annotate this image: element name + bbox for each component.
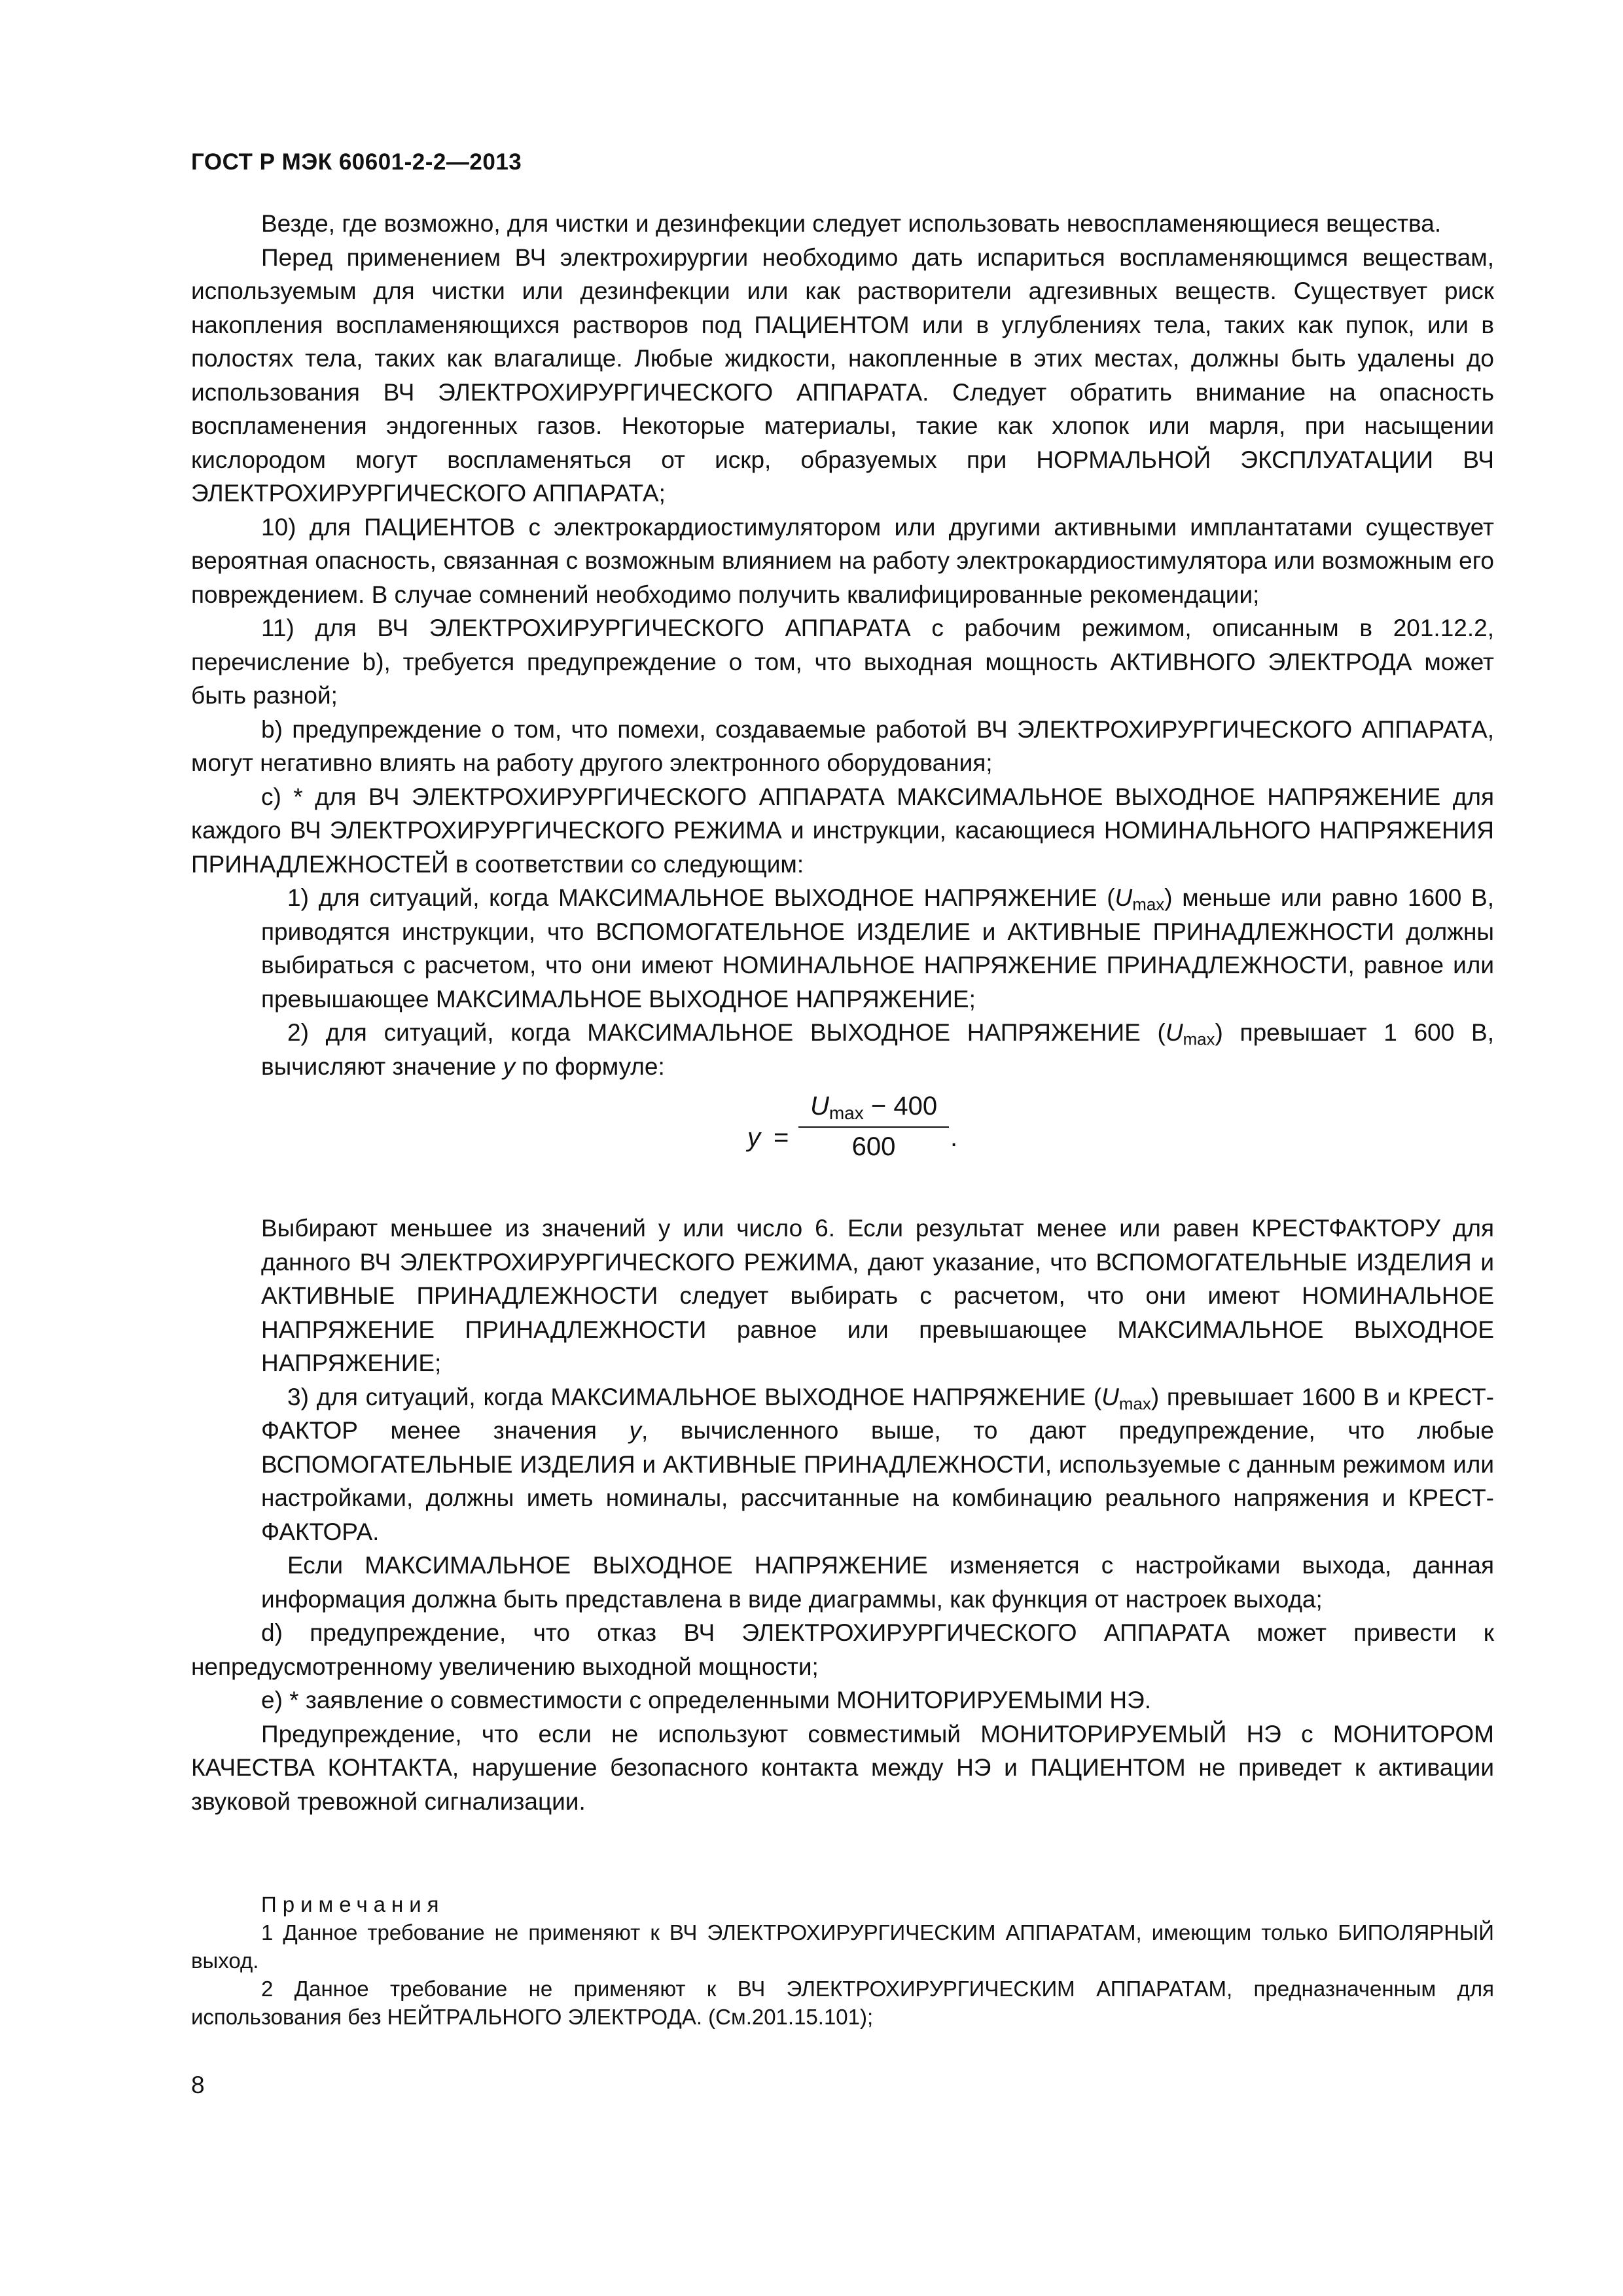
formula: [191, 1083, 1494, 1211]
symbol-u: U: [1101, 1383, 1119, 1410]
paragraph: d) предупреждение, что отказ ВЧ ЭЛЕКТРОХИРУРГИЧЕСКОГО АППАРАТА может привести к непредусмотренному увеличению выходной мощности;: [191, 1619, 1494, 1680]
symbol-max: max: [1132, 895, 1165, 914]
paragraph: Предупреждение, что если не используют совместимый МОНИТОРИРУЕМЫЙ НЭ с МОНИТОРОМ КАЧЕСТВА КОНТАКТА, нарушение безопасного контакта между НЭ и ПАЦИЕНТОМ не приведет к активации звуковой тревожной сигнализации.: [191, 1720, 1494, 1815]
paragraph: Выбирают меньшее из значений y или число 6. Если результат менее или равен КРЕСТФАКТОРУ для данного ВЧ ЭЛЕКТРОХИРУРГИЧЕСКОГО РЕЖИМА, дают указание, что ВСПОМОГАТЕЛЬНЫЕ ИЗДЕЛИЯ и АКТИВНЫЕ ПРИНАДЛЕЖНОСТИ следует выбирать с расчетом, что они имеют НОМИНАЛЬНОЕ НАПРЯЖЕНИЕ ПРИНАДЛЕЖНОСТИ равное или превышающее МАКСИМАЛЬНОЕ ВЫХОДНОЕ НАПРЯЖЕНИЕ;: [261, 1215, 1494, 1376]
page-number: 8: [191, 2072, 205, 2098]
formula-denominator: 600: [851, 1132, 896, 1161]
symbol-y: y: [629, 1417, 641, 1444]
symbol-max: max: [1118, 1394, 1151, 1413]
formula-fraction: [798, 1090, 949, 1164]
paragraph: Везде, где возможно, для чистки и дезинфекции следует использовать невоспламеняющиеся вещества.: [261, 210, 1442, 237]
formula-terminator: .: [950, 1123, 958, 1152]
formula-lhs: y: [747, 1123, 760, 1152]
notes-title: Примечания: [261, 1892, 445, 1916]
paragraph: [191, 1380, 1494, 1549]
document-body: [191, 207, 1494, 1818]
notes-section: [191, 1890, 1494, 2031]
text-run: 3) для ситуаций, когда МАКСИМАЛЬНОЕ ВЫХОДНОЕ НАПРЯЖЕНИЕ (: [287, 1383, 1102, 1410]
text-run: 1) для ситуаций, когда МАКСИМАЛЬНОЕ ВЫХОДНОЕ НАПРЯЖЕНИЕ (: [287, 884, 1115, 911]
symbol-max: max: [1183, 1030, 1215, 1049]
text-run: ) меньше или равно 1600 В, приводятся инструкции, что ВСПОМОГАТЕЛЬНОЕ ИЗДЕЛИЕ и АКТИВНЫЕ ПРИНАДЛЕЖНОСТИ должны выбираться с расчетом, что они имеют НОМИНАЛЬНОЕ НАПРЯЖЕНИЕ ПРИНАДЛЕЖНОСТИ, равное или превышающее МАКСИМАЛЬНОЕ ВЫХОДНОЕ НАПРЯЖЕНИЕ;: [261, 884, 1494, 1013]
symbol-u: U: [810, 1092, 829, 1121]
paragraph: c) * для ВЧ ЭЛЕКТРОХИРУРГИЧЕСКОГО АППАРАТА МАКСИМАЛЬНОЕ ВЫХОДНОЕ НАПРЯЖЕНИЕ для каждого ВЧ ЭЛЕКТРОХИРУРГИЧЕСКОГО РЕЖИМА и инструкции, касающиеся НОМИНАЛЬНОГО НАПРЯЖЕНИЯ ПРИНАДЛЕЖНОСТЕЙ в соответствии со следующим:: [191, 783, 1494, 878]
document-header: ГОСТ Р МЭК 60601-2-2—2013: [191, 149, 522, 175]
paragraph: b) предупреждение о том, что помехи, создаваемые работой ВЧ ЭЛЕКТРОХИРУРГИЧЕСКОГО АППАРАТА, могут негативно влиять на работу другого электронного оборудования;: [191, 715, 1494, 776]
formula-numerator: [798, 1090, 949, 1126]
symbol-y: y: [503, 1052, 515, 1080]
text-run: , вычисленного выше, то дают предупреждение, что любые ВСПОМОГАТЕЛЬНЫЕ ИЗДЕЛИЯ и АКТИВНЫЕ ПРИНАДЛЕЖНОСТИ, используемые с данным режимом или настройками, должны иметь номиналы, рассчитанные на комбинацию реального напряжения и КРЕСТ-ФАКТОРА.: [261, 1417, 1494, 1545]
paragraph: [191, 1016, 1494, 1083]
text-run: 2) для ситуаций, когда МАКСИМАЛЬНОЕ ВЫХОДНОЕ НАПРЯЖЕНИЕ (: [287, 1019, 1166, 1046]
paragraph: 10) для ПАЦИЕНТОВ с электрокардиостимулятором или другими активными имплантатами существует вероятная опасность, связанная с возможным влиянием на работу электрокардиостимулятора или возможным его повреждением. В случае сомнений необходимо получить квалифицированные рекомендации;: [191, 513, 1494, 608]
paragraph: [191, 881, 1494, 1016]
symbol-u: U: [1115, 884, 1133, 911]
paragraph: Перед применением ВЧ электрохирургии необходимо дать испариться воспламеняющимся веществам, используемым для чистки или дезинфекции или как растворители адгезивных веществ. Существует риск накопления воспламеняющихся растворов под ПАЦИЕНТОМ или в углублениях тела, таких как пупок, или в полостях тела, таких как влагалище. Любые жидкости, накопленные в этих местах, должны быть удалены до использования ВЧ ЭЛЕКТРОХИРУРГИЧЕСКОГО АППАРАТА. Следует обратить внимание на опасность воспламенения эндогенных газов. Некоторые материалы, такие как хлопок или марля, при насыщении кислородом могут воспламеняться от искр, образуемых при НОРМАЛЬНОЙ ЭКСПЛУАТАЦИИ ВЧ ЭЛЕКТРОХИРУРГИЧЕСКОГО АППАРАТА;: [191, 243, 1494, 507]
symbol-max: max: [829, 1103, 864, 1123]
paragraph: e) * заявление о совместимости с определенными МОНИТОРИРУЕМЫМИ НЭ.: [261, 1687, 1152, 1713]
paragraph: 11) для ВЧ ЭЛЕКТРОХИРУРГИЧЕСКОГО АППАРАТА с рабочим режимом, описанным в 201.12.2, перечисление b), требуется предупреждение о том, что выходная мощность АКТИВНОГО ЭЛЕКТРОДА может быть разной;: [191, 615, 1494, 709]
text-run: ) превышает 1600 В и КРЕСТ-ФАКТОР менее значения: [261, 1383, 1494, 1444]
note-item: 1 Данное требование не применяют к ВЧ ЭЛЕКТРОХИРУРГИЧЕСКИМ АППАРАТАМ, имеющим только БИПОЛЯРНЫЙ выход.: [191, 1920, 1494, 1973]
paragraph: Если МАКСИМАЛЬНОЕ ВЫХОДНОЕ НАПРЯЖЕНИЕ изменяется с настройками выхода, данная информация должна быть представлена в виде диаграммы, как функция от настроек выхода;: [261, 1552, 1494, 1613]
note-item: 2 Данное требование не применяют к ВЧ ЭЛЕКТРОХИРУРГИЧЕСКИМ АППАРАТАМ, предназначенным для использования без НЕЙТРАЛЬНОГО ЭЛЕКТРОДА. (См.201.15.101);: [191, 1977, 1494, 2029]
text-run: ) превышает 1 600 В, вычисляют значение: [261, 1019, 1494, 1080]
symbol-u: U: [1165, 1019, 1183, 1046]
formula-equals: =: [774, 1123, 789, 1152]
formula-numerator-tail: − 400: [863, 1092, 938, 1121]
text-run: по формуле:: [514, 1052, 665, 1080]
